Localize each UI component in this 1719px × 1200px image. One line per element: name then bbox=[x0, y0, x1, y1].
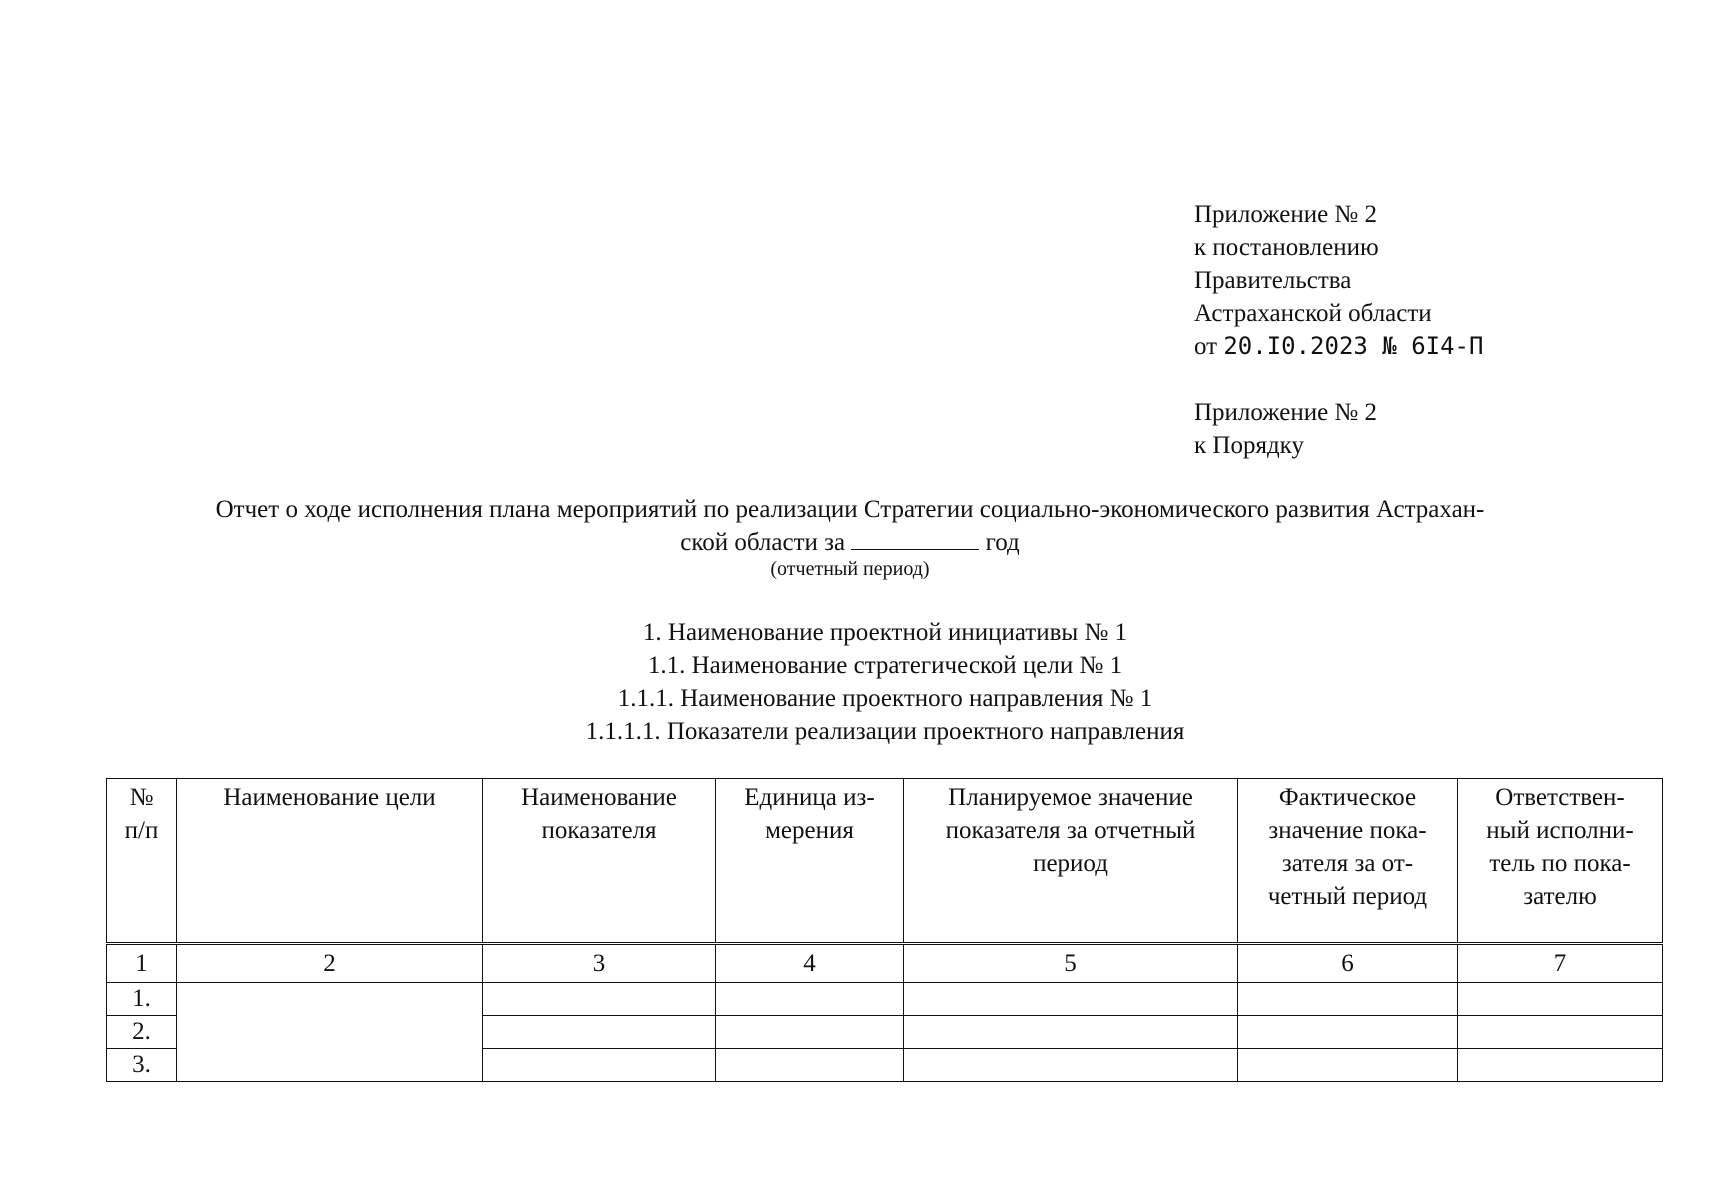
column-header-responsible: Ответствен- ный исполни- тель по пока- зателю bbox=[1458, 779, 1663, 944]
report-title-line: Отчет о ходе исполнения плана мероприятий по реализации Стратегии социально-экономического развития Астрахан- bbox=[215, 496, 1485, 523]
heading-goal: 1.1. Наименование стратегической цели № 1 bbox=[647, 652, 1123, 679]
column-number: 6 bbox=[1238, 944, 1458, 983]
heading-initiative: 1. Наименование проектной инициативы № 1 bbox=[642, 619, 1128, 646]
table-header-row bbox=[107, 779, 1663, 944]
table-cell bbox=[483, 1016, 716, 1049]
row-number: 1. bbox=[107, 983, 177, 1016]
table-cell bbox=[1458, 983, 1663, 1016]
table-cell bbox=[716, 1016, 904, 1049]
table-cell bbox=[716, 1049, 904, 1082]
column-header-unit: Единица из- мерения bbox=[716, 779, 904, 944]
section-headings bbox=[110, 616, 1660, 748]
period-blank-field bbox=[851, 527, 979, 550]
spacer bbox=[1194, 363, 1624, 396]
appendix-line: Астраханской области bbox=[1194, 300, 1432, 327]
table-cell bbox=[1238, 1016, 1458, 1049]
table-cell bbox=[904, 1049, 1238, 1082]
table-cell bbox=[904, 1016, 1238, 1049]
table-cell bbox=[1458, 1049, 1663, 1082]
report-title-line bbox=[110, 526, 1590, 559]
appendix-line: к постановлению bbox=[1194, 234, 1379, 261]
appendix-line: к Порядку bbox=[1194, 432, 1304, 459]
appendix-header bbox=[1194, 198, 1624, 462]
table-cell bbox=[1238, 983, 1458, 1016]
row-number: 3. bbox=[107, 1049, 177, 1082]
indicators-table bbox=[106, 778, 1663, 1082]
appendix-title-2: Приложение № 2 bbox=[1194, 399, 1378, 426]
report-title-text: год bbox=[985, 529, 1020, 556]
column-header-actual: Фактическое значение пока- зателя за от- четный период bbox=[1238, 779, 1458, 944]
table-cell bbox=[1238, 1049, 1458, 1082]
report-title bbox=[110, 493, 1590, 559]
goal-cell bbox=[177, 983, 483, 1082]
column-header-number: № п/п bbox=[107, 779, 177, 944]
table-row bbox=[107, 983, 1663, 1016]
column-number: 4 bbox=[716, 944, 904, 983]
column-number: 3 bbox=[483, 944, 716, 983]
heading-indicators: 1.1.1.1. Показатели реализации проектного направления bbox=[585, 718, 1185, 745]
column-number: 1 bbox=[107, 944, 177, 983]
column-header-planned: Планируемое значение показателя за отчетный период bbox=[904, 779, 1238, 944]
document-date-number: 20.I0.2023 № 6I4-П bbox=[1223, 332, 1484, 360]
period-note: (отчетный период) bbox=[770, 558, 930, 580]
table-cell bbox=[904, 983, 1238, 1016]
heading-direction: 1.1.1. Наименование проектного направления № 1 bbox=[617, 685, 1153, 712]
column-header-indicator: Наименование показателя bbox=[483, 779, 716, 944]
appendix-date-line bbox=[1194, 330, 1624, 363]
column-number: 7 bbox=[1458, 944, 1663, 983]
table-cell bbox=[1458, 1016, 1663, 1049]
column-number: 5 bbox=[904, 944, 1238, 983]
table-cell bbox=[483, 1049, 716, 1082]
row-number: 2. bbox=[107, 1016, 177, 1049]
table-cell bbox=[716, 983, 904, 1016]
appendix-title: Приложение № 2 bbox=[1194, 201, 1378, 228]
table-cell bbox=[483, 983, 716, 1016]
appendix-line: Правительства bbox=[1194, 267, 1352, 294]
report-title-text: ской области за bbox=[680, 529, 846, 556]
date-prefix: от bbox=[1194, 333, 1218, 360]
column-header-goal: Наименование цели bbox=[177, 779, 483, 944]
column-number: 2 bbox=[177, 944, 483, 983]
column-numbers-row bbox=[107, 944, 1663, 983]
